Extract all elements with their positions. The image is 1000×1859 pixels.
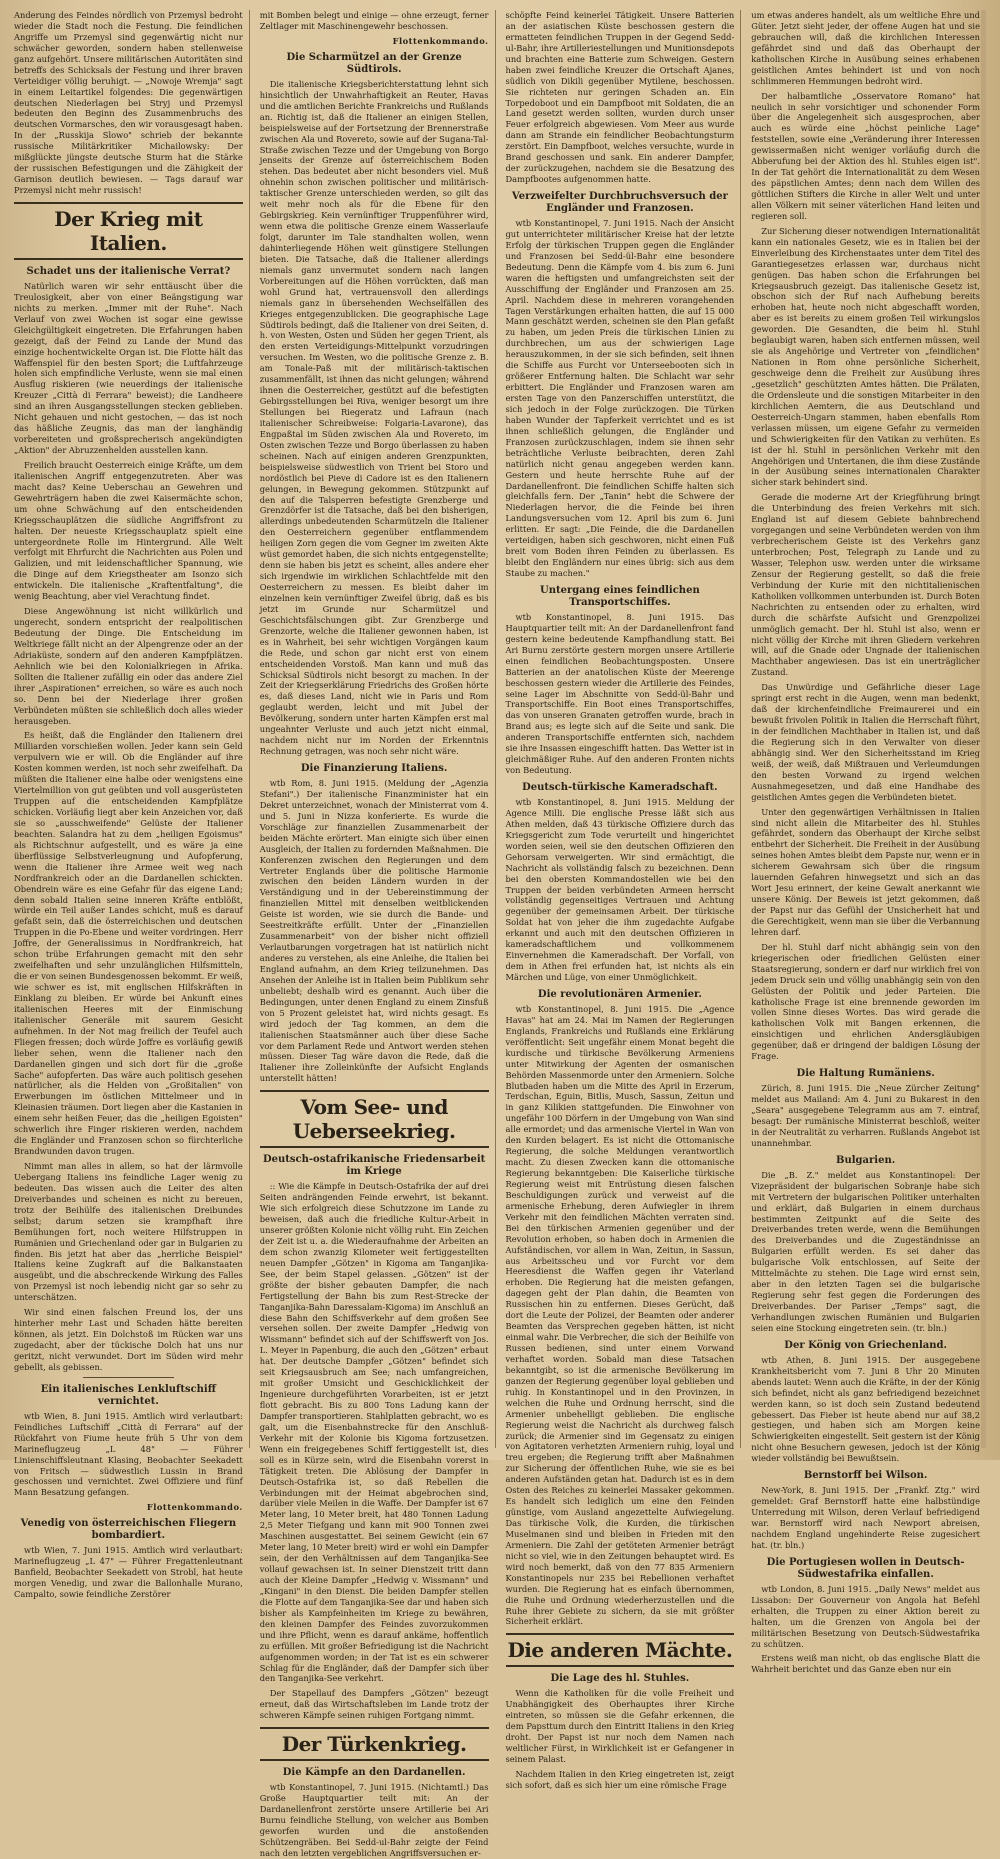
article-heading: Die Haltung Rumäniens. — [796, 1068, 935, 1080]
article-text: Die „B. Z." meldet aus Konstantinopel: Der Vizepräsident der bulgarischen Sobranje habe sich mit Vertretern der bulgarischen Politiker unterhalten und erklärt, daß Bulgarien in einem durchaus bestimmten Zeitpunkt auf die Seite des Dreiverbandes treten werde, wenn die Bemühungen des Dreiverbandes und die Zugeständnisse an Bulgarien erfüllt werden. Es sei daher das bulgarische Volk entschlossen, auf Seite der Mittelmächte zu stehen. Die Lage wird ernst sein, aber in den letzten Tagen sei die bulgarische Regierung sehr fest gegen die Forderungen des Dreiverbandes. Der Pariser „Temps" sagt, die Verhandlungen zwischen Rumänien und Bulgarien seien eine Stockung eingetreten sein. (tr. bln.) — [751, 1169, 980, 1333]
article-heading: Schadet uns der italienische Verrat? — [26, 265, 231, 277]
article-heading: Bernstorff bei Wilson. — [803, 1470, 928, 1482]
article-text: schöpfte Feind keinerlei Tätigkeit. Unsere Batterien an der asiatischen Küste beschossen gestern die ermatteten feindlichen Truppen in der Gegend Sedd-ul-Bahr, ihre Artilleriestellungen und Munitionsdepots und brachten eine Batterie zum Schweigen. Gestern haben zwei feindliche Kreuzer die Ortschaft Ajanes, südlich von Dikili gegenüber Mytilene, beschossen. Sie richteten nur geringen Schaden an. Ein Torpedoboot und ein Dampfboot mit Soldaten, die an Land gesetzt werden sollten, wurden durch unser Feuer erfolgreich abgewiesen. Vom Meer aus wurde dann am Strande ein feindlicher Beobachtungsturm zerstört. Ein Dampfboot, welches versuchte, wurde in Brand geschossen und sank. Ein anderer Dampfer, der zurückzugehen, nachdem sie die Besatzung des Dampfbootes aufgenommen hatte. — [505, 10, 735, 185]
section-heading-sea: Vom See- und Ueberseekrieg. — [260, 1090, 489, 1148]
column-4 — [751, 10, 986, 1675]
article-text: wtb Konstantinopel, 7. Juni 1915. (Nichtamtl.) Das Große Hauptquartier teilt mit: An der Dardanellenfront zerstörte unsere Artillerie bei Ari Burnu feindliche Stellung, von welcher aus Bomben geworfen wurden und die anstoßenden Schützengräben. Bei Sedd-ul-Bahr zeigte der Feind nach den letzten vergeblichen Angriffsversuchen er- — [259, 1782, 489, 1858]
article-text: wtb London, 8. Juni 1915. „Daily News" meldet aus Lissabon: Der Gouverneur von Angola hat Befehl erhalten, die Truppen zu einer Aktion bereit zu halten, um die Grenzen von Angola bei der militärischen Besetzung von Deutsch-Südwestafrika zu schützen. — [751, 1583, 980, 1649]
article-heading: Deutsch-türkische Kameradschaft. — [522, 782, 718, 793]
article-text: Wir sind einen falschen Freund los, der uns hinterher mehr Last und Schaden hätte bereiten können, als jetzt. Ein Dolchstoß im Rücken war uns zugedacht, aber der tückische Dolch hat uns nur geritzt, nicht verwundet. Dort im Süden wird mehr gebellt, als gebissen. — [14, 1307, 243, 1372]
article-text: wtb Wien, 7. Juni 1915. Amtlich wird verlautbart: Marineflugzeug „L 47" — Führer Fregattenleutnant Banfield, Beobachter Seekadett von Strobl, hat heute morgen Venedig, und zwar die Ballonhalle Murano, Campalto, sowie feindliche Zerstörer — [14, 1545, 243, 1600]
article-heading: Der König von Griechenland. — [784, 1339, 947, 1351]
article-heading: Die Kämpfe an den Dardanellen. — [282, 1767, 466, 1779]
article-text: wtb Konstantinopel, 7. Juni 1915. Nach der Ansicht gut unterrichteter militärischer Kreise hat der letzte Erfolg der türkischen Truppen gegen die Engländer und Franzosen bei Sedd-ül-Bahr eine besondere Bedeutung. Denn die Kämpfe vom 4. bis zum 6. Juni waren die heftigsten und umfangreichsten seit der Ausschiffung der Engländer und Franzosen am 25. April. Nachdem diese in mehreren vorangehenden Tagen Verstärkungen erhalten hatten, die auf 15 000 Mann geschätzt werden, scheinen sie den Plan gefaßt zu haben, um jeden Preis die türkischen Linien zu durchbrechen, um aus der schwierigen Lage herauszukommen, in der sie sich befinden, seit ihnen die Schiffe aus Furcht vor Unterseebooten sich in größerer Entfernung halten. Die Schlacht war sehr erbittert. Die Engländer und Franzosen waren am ersten Tage von den Panzerschiffen unterstützt, die sich jedoch in der Folge zurückzogen. Die Türken haben Wunder der Tapferkeit verrichtet und es ist ihnen schließlich gelungen, die Engländer und Franzosen zurückzuschlagen, indem sie ihnen sehr beträchtliche Verluste beibrachten, deren Zahl natürlich nicht genau angegeben werden kann. Gestern und heute herrschte Ruhe auf der Dardanellenfront. Die feindlichen Schiffe halten sich gleichfalls fern. Der „Tanin" hebt die Schwere der Niederlagen hervor, die die Feinde bei ihren Landungsversuchen vom 12. April bis zum 6. Juni erlitten. Er sagt: „Die Feinde, die die Dardanellen verteidigen, haben sich geschworen, nicht einen Fuß breit vom Boden ihren Feinden zu überlassen. Es bleibt den Engländern nur eines übrig: sich aus dem Staube zu machen." — [505, 218, 735, 578]
article-text: Anderung des Feindes nördlich von Przemysl bedroht wieder die Stadt noch die Festung. Die feindlichen Angriffe um Przemysl sind gegenwärtig nicht nur schwächer geworden, sondern haben stellenweise ganz aufgehört. Unsere militärischen Autoritäten sind betreffs des Schicksals der Festung und ihrer braven Verteidiger völlig beruhigt. — „Nowoje Wremja" sagt in einem Leitartikel folgendes: Die gegenwärtigen deutschen Niederlagen bei Stryj und Przemysl bedeuten den Beginn des Zusammenbruchs des deutschen Vormarsches, den wir vorausgesagt haben. In der „Russkija Slowo" schrieb der bekannte russische Militärkritiker Michailowsky: Der mißglückte jüngste deutsche Sturm hat die Stärke der russischen Befestigungen und die Zähigkeit der Garnison deutlich bewiesen. — Tags darauf war Przemysl nicht mehr russisch! — [14, 10, 243, 195]
section-heading-italy: Der Krieg mit Italien. — [14, 202, 243, 260]
article-heading: Die revolutionären Armenier. — [537, 988, 702, 1000]
article-text: wtb Konstantinopel, 8. Juni 1915. Die „Agence Havas" hat am 24. Mai im Namen der Regierungen Englands, Frankreichs und Rußlands eine Erklärung veröffentlicht: Seit ungefähr einem Monat begeht die kurdische und türkische Bevölkerung Armeniens unter Mitwirkung der Agenten der osmanischen Behörden Massenmorde unter den Armeniern. Solche Blutbaden haben um die Mitte des April in Erzerum, Terdschan, Eguin, Bitlis, Musch, Sassun, Zeitun und in ganz Kilikien stattgefunden. Die Einwohner von ungefähr 100 Dörfern in der Umgebung von Wan sind alle ermordet; und das armenische Viertel in Wan von den Kurden belagert. Es ist nicht die Ottomanische Regierung, die solche Meldungen verantwortlich macht. Zu diesen Zwecken kann die ottomanische Regierung bekanntgeben: Die Kaiserliche türkische Regierung weist mit Entrüstung diesen falschen Beschuldigungen zurück und verweist auf die armenische Erhebung, deren Aufwiegler in ihrem Verkehr mit den feindlichen Mächten verraten sind. Bei den türkischen Armenien gegenüber und der Revolution erhoben, so haben doch in Armenien die Aufständischen, vor allem in Wan, Zeitun, in Sassun, aus Arbeitsscheu und vor Furcht vor dem Heeresdienst die Waffen gegen ihr Vaterland erhoben. Die Regierung hat die meisten gefangen, dagegen geht der Plan dahin, die Beamten von Russischen hin zu entfernen. Dieses Gerücht, daß dort die Leute der Polizei, der Beamten oder anderer Beamten das Versprechen gegeben hätten, ist nicht einmal wahr. Die Verbrecher, die sich der Beihilfe von Russen bedienen, sind unter einem Vorwand verhaftet worden. Sobald man diese Tatsachen bekanntgibt, so ist die armenische Bevölkerung im ganzen der Regierung gegenüber loyal geblieben und ruhig. In Konstantinopel und in den Provinzen, in welchen die Ruhe und Ordnung herrscht, sind die Armenier unbehelligt geblieben. Die englische Regierung weist die Nachricht als durchweg falsch zurück; die Armenier sind im Gegensatz zu einigen von Agitatoren verhetzten Armeniern ruhig, loyal und treu ergeben; die Regierung trifft aber Maßnahmen zur Sicherung der öffentlichen Ruhe, wie sie es bei anderen Aufständen getan hat. Dadurch ist es in dem Osten des Reiches zu keinerlei Massaker gekommen. Es handelt sich lediglich um eine den Feinden günstige, vom Ausland angezettelte Aufwiegelung. Das türkische Volk, die Kurden, die türkischen Muselmanen sind und bleiben in Frieden mit den Armeniern. Die Zahl der getöteten Armenier beträgt nicht so viel, wie in den Zeitungen behauptet wird. Es wird noch bemerkt, daß von den 77 835 Armeniern Konstantinopels nur 235 bei Rebellionen verhaftet wurden. Die Regierung hat es einfach übernommen, die Ruhe und Ordnung wiederherzustellen und die Ruhe ihrer Gebiete zu sichern, da sie mit größter Sicherheit erklärt. — [505, 1003, 735, 1627]
article-heading: Verzweifelter Durchbruchsversuch der Engländer und Franzosen. — [511, 191, 728, 214]
article-text: Die italienische Kriegsberichterstattung lehnt sich hinsichtlich der Unwahrhaftigkeit an Reuter, Havas und die amtlichen Berichte Frankreichs und Rußlands an. Richtig ist, daß die Italiener an einigen Stellen, beispielsweise auf der Fortsetzung der Brennerstraße zwischen Ala und Rovereto, sowie auf der Sugana-Tal-Straße zwischen Tezze und der Umgebung von Borgo jenseits der Grenze auf österreichischem Boden stehen. Das bedeutet aber nicht besonders viel. Muß ohnehin schon zwischen politischer und militärisch-taktischer Grenze unterschieden werden, so gilt das weit mehr noch als für die Ebene für den Gebirgskrieg. Kein vernünftiger Truppenführer wird, wenn etwa die politische Grenze einem Wasserlaufe folgt, darunter im Tale standhalten wollen, wenn dahinterliegende Höhen weit günstigere Stellungen bieten. Die Tatsache, daß die Italiener allerdings niemals ganz unvermutet sondern nach langen Vorbereitungen auf die Höhen vorrückten, daß man wohl Grund hat, vertrauensvoll den allerdings niemals ganz in übersehenden Wechselfällen des Krieges entgegenzublicken. Die geographische Lage Südtirols bedingt, daß die Italiener von drei Seiten, d. h. von Westen, Osten und Süden her gegen Trient, als den ersten Verteidigungs-Mittelpunkt vorzudringen versuchen. Im Westen, wo die politische Grenze z. B. am Tonale-Paß mit der militärisch-taktischen zusammenfällt, ist ihnen das nicht gelungen; während ihnen die Oesterreicher, gestützt auf die befestigten Gebirgsstellungen bei Riva, weniger besorgt um ihre Stellungen bei Riegeratz und Lafraun (nach italienischer Schreibweise: Folgaria-Lavarone), das Engpaßtal im Süden zwischen Ala und Rovereto, im Osten zwischen Tezze und Borgo überlassen zu haben scheinen. Nach auf einigen anderen Grenzpunkten, beispielsweise südwestlich von Trient bei Storo und nordöstlich bei Pieve di Cadore ist es den Italienern gelungen, in Bewegung gekommen. Stützpunkt auf den auf die Talsperren befestigte Grenzberge und Grenzdörfer ist die Tatsache, daß bei den bisherigen, allerdings unbedeutenden Scharmützeln die Italiener den Oesterreichern gegenüber entflammendem heiligen Zorn gegen die vom Gegner im zweiten Akte wüst gemordet haben, die sich nichts entgegenstellte; denn sie haben bis jetzt es scheint, alles andere eher sich irgendwie im wirklichen Schlachtfelde mit den Oesterreichern zu messen. Es bleibt daher im einzelnen kein vernünftiger Zweifel übrig, daß es bis jetzt im Grunde nur Scharmützel und Geschichtsfälschungen gibt. Zur Grenzberge und Grenzorte, welche die Italiener gewonnen haben, ist es in Wahrheit, bei sehr wichtigen Vorgängen kaum die Rede, und schon gar nicht erst von einem entscheidenden Vorstoß. Man kann und muß das Schicksal Südtirols nicht besorgt zu machen. In der Zeit der Kriegserklärung Friedrichs des Großen hörte es, daß dieses Land, nicht wie in Paris und Rom geglaubt werden, leicht und mit Jubel der Bevölkerung, sondern unter harten Kämpfen erst mal ungeahnter Verluste und auch jetzt nicht einmal, nachdem nicht nur im Norden der Erkenntnis Rechnung getragen, was noch sehr nicht wäre. — [259, 78, 489, 757]
article-text: Gerade die moderne Art der Kriegführung bringt die Unterbindung des freien Verkehrs mit sich. England ist auf diesem Gebiete bahnbrechend vorgegangen und seine Verbündeten werden von ihm verbrecherischem Geiste ist des Verkehrs ganz unterbrochen; Post, Telegraph zu Lande und zu Wasser, Telephon usw. werden unter die wirksame Zensur der Regierung gestellt, so daß die freie Verbindung der Kurie mit den nichtitalienischen Katholiken vollkommen unterbunden ist. Durch Boten Nachrichten zu entsenden oder zu erhalten, wird durch die schärfste Aufsicht und Grenzpolizei unmöglich gemacht. Der hl. Stuhl ist also, wenn er nicht völlig der Kirche mit ihren Gliedern verkehren will, auf die Gnade oder Ungnade der italienischen Machthaber angewiesen. Das ist ein unerträglicher Zustand. — [751, 492, 980, 678]
section-heading-turkey: Der Türkenkrieg. — [260, 1727, 489, 1761]
article-text: Zur Sicherung dieser notwendigen Internationalität kann ein nationales Gesetz, wie es in Italien bei der Einverleibung des Kirchenstaates unter dem Titel des Garantiegesetzes erlassen war, durchaus nicht genügen. Das haben schon die Erfahrungen bei Kriegsausbruch gezeigt. Das italienische Gesetz ist, obschon sich der Ruf nach Aufhebung bereits erhoben hat, heute noch nicht abgeschafft worden, aber es ist bereits zu einem großen Teil wirkungslos geworden. Die Gesandten, die beim hl. Stuhl beglaubigt waren, haben sich entfernen müssen, weil sie als Angehörige und Vertreter von „feindlichen" Nationen in Rom ohne persönliche Sicherheit, geschweige denn die Freiheit zur Ausübung ihres „gesetzlich" geschützten Amtes hätten. Die Prälaten, die Ordensleute und die sonstigen Mitarbeiter in den kirchlichen Aemtern, die aus Deutschland und Oesterreich-Ungarn stammen, haben ebenfalls Rom verlassen müssen, um eigene Gefahr zu vermeiden und Schwierigkeiten für den Vatikan zu verhüten. Es ist der hl. Stuhl in persönlichen Verkehr mit den Angehörigen und Untertanen, die ihm diese Zustände in der Ausübung seines internationalen Charakter sicher stark behindert sind. — [751, 225, 980, 488]
article-text: Diese Angewöhnung ist nicht willkürlich und ungerecht, sondern entspricht der realpolitischen Bedeutung der Dinge. Die Entscheidung im Weltkriege fällt nicht an der Alpengrenze oder an der Adriaküste, sondern auf den anderen Kampfplätzen. Aehnlich wie bei den Kolonialkriegen in Afrika. Sollten die Italiener zufällig ein oder das andere Ziel ihrer „Aspirationen" erreichen, so wäre es auch noch so. Denn bei der Niederlage ihrer großen Verbündeten müßten sie schließlich doch alles wieder herausgeben. — [14, 606, 243, 726]
article-text: wtb Athen, 8. Juni 1915. Der ausgegebene Krankheitsbericht vom 7. Juni 8 Uhr 20 Minuten abends lautet: Wenn auch die Kräfte, in der der König sich befindet, nicht als ganz befriedigend bezeichnet werden kann, so ist doch sein Zustand bedeutend gebessert. Das Fieber ist heute abend nur auf 38,2 gestiegen, und haben sich am Morgen keine Schwierigkeiten eingestellt. Seit gestern ist der König nicht ohne Besuchern gewesen, jedoch ist der König wieder vollständig bei Bewußtsein. — [751, 1354, 980, 1464]
page-edge — [981, 10, 986, 1448]
column-3 — [505, 10, 742, 1790]
article-heading: Venedig von österreichischen Fliegern bombardiert. — [20, 1518, 237, 1542]
article-text: mit Bomben belegt und einige — ohne erzeugt, ferner Zeltlager mit Maschinengewehr beschossen. — [259, 10, 489, 31]
article-text: Der Stapellauf des Dampfers „Götzen" bezeugt erneut, daß das Wirtschaftsleben im Lande trotz der schweren Kämpfe seinen ruhigen Fortgang nimmt. — [259, 1688, 489, 1721]
article-text: Der halbamtliche „Osservatore Romano" hat neulich in sehr vorsichtiger und schonender Form über die Angelegenheit sich ausgesprochen, aber auch es würde eine „höchst peinliche Lage" feststellen, sowie eine „Veränderung ihrer Interessen gewissermaßen nicht weniger vorläufig durch die Abberufung bei der Aktion des hl. Stuhles eigen ist". In der Tat gehört die Internationalität zu dem Wesen des päpstlichen Amtes; denn nach dem Willen des göttlichen Stifters die Kirche in aller Welt und unter allen Völkern mit seiner väterlichen Hand leiten und regieren soll. — [751, 90, 980, 221]
article-text: Das Unwürdige und Gefährliche dieser Lage springt erst recht in die Augen, wenn man bedenkt, daß der kirchenfeindliche Freimaurerei und ein bewußt frivolen Politik in Italien die Herrschaft führt, in der feindlichen Machthaber in Italien ist, und daß die Regierung sich in den Verwalter von dieser abhängig sind. Wer den Sicherheitsstand im Krieg weiß, der weiß, daß Mißtrauen und Verleumdungen den besten Vorwand zu irgend welchen Ausnahmegesetzen, und daß eine Handhabe des geistlichen Amtes gegen die Verbündeten bietet. — [751, 682, 980, 802]
article-text: Unter den gegenwärtigen Verhältnissen in Italien sind nicht allein die Mitarbeiter des hl. Stuhles gefährdet, sondern das Oberhaupt der Kirche selbst entbehrt der Sicherheit. Die Freiheit in der Ausübung seines hohen Amtes bleibt dem Papste nur, wenn er in sicherem Gewahrsam sich über die ringsum lauernden Gefahren hinwegsetzt und sich an das Wort Jesu erinnert, der keine Gewalt anerkannt wie unsere König. Der Beweis ist jetzt gekommen, daß der Papst nur das Gefühl der Unsicherheit hat und die Gerechtigkeit, wenn man sie über die Verbannung lehren darf. — [751, 806, 980, 937]
article-text: wtb Wien, 8. Juni 1915. Amtlich wird verlautbart: Feindliches Luftschiff „Città di Ferrara" auf der Rückfahrt von Fiume heute früh 5 Uhr von dem Marineflugzeug „L 48" — Führer Linienschiffsleutnant Klasing, Beobachter Seekadett von Fritsch — südwestlich Lussin in Brand geschossen und vernichtet. Zwei Offiziere und fünf Mann Besatzung gefangen. — [14, 1410, 243, 1498]
column-1 — [14, 10, 250, 1600]
divider — [83, 1377, 175, 1378]
article-text: Erstens weiß man nicht, ob das englische Blatt die Wahrheit berichtet und das Ganze eben nur ein — [751, 1653, 980, 1675]
article-heading: Die Scharmützel an der Grenze Südtirols. — [286, 51, 462, 75]
article-text: Natürlich waren wir sehr enttäuscht über die Treulosigkeit, aber von einer Beängstigung war nichts zu merken. „Immer mit der Ruhe". Nach Verlauf von zwei Wochen ist sogar eine gewisse Gleichgültigkeit eingetreten. Die Erfahrungen haben gezeigt, daß der Feind zu Lande der Mund das einzige hochentwickelte Organ ist. Die Flotte hält das Waffenspiel für den besten Sport; die Luftfahrzeuge holen sich empfindliche Verluste, wenn sie mal einen Ausflug riskieren (wie neuerdings der italienische Kreuzer „Città di Ferrara" beweist); die Landheere sind an ihren Ausgangsstellungen stecken geblieben. Nicht gehauen und nicht gestochen, — das ist noch das häßliche Zeugnis, das man der langhändig vorbereiteten und großsprecherisch angekündigten „Aktion" der Abruzzenhelden ausstellen kann. — [14, 280, 243, 455]
article-text: wtb Rom, 8. Juni 1915. (Meldung der „Agenzia Stefani".) Der italienische Finanzminister hat ein Dekret unterzeichnet, wonach der Ministerrat vom 4. und 5. Juni in Nizza konferierte. Es wurde die Vorschläge zur finanziellen Zusammenarbeit der beiden Mächte erörtert. Man einigte sich über einen Ausgleich, der Italien zu fordernden Maßnahmen. Die Konferenzen zwischen den Regierungen und dem Vertreter Englands über die politische Harmonie zwischen den beiden Ländern wurden in der Verständigung und in der Uebereinstimmung der finanziellen Mittel mit denselben weitblickenden Geiste ist worden, wie sie durch die Bande- und Seestreitkräfte erfüllt. Unter der „Finanziellen Zusammenarbeit" von der bisher nicht offiziell Verlautbarungen vorgetragen hat ist natürlich nicht anderes zu verstehen, als eine Anleihe, die Italien bei England aufnahm, an dem Krieg teilzunehmen. Das Ansehen der Anleihe ist in Italien beim Publikum sehr unbeliebt; deshalb wird es genannt. Auch über die Bedingungen, unter denen England zu einem Zinsfuß von 5 Prozent geleistet hat, wird nichts gesagt. Es wird jedoch der Tag kommen, an dem die italienischen Staatsmänner auch über diese Sache vor dem Parlament Rede und Antwort werden stehen müssen. Dieser Tag wäre davon die Rede, daß die Italiener ihre Zolleinkünfte der Aufsicht Englands unterstellt hätten! — [259, 778, 489, 1084]
article-text: wtb Konstantinopel, 8. Juni 1915. Meldung der Agence Milli. Die englische Presse läßt sich aus Athen melden, daß 43 türkische Offiziere durch das Kriegsgericht zum Tode verurteilt und hingerichtet worden seien, weil sie den deutschen Offizieren den Gehorsam verweigerten. Wir sind ermächtigt, die Nachricht als vollständig falsch zu bezeichnen. Denn bei den obersten Kommandostellen wie bei den Truppen der beiden verbündeten Armeen herrscht vollständig gegenseitiges Vertrauen und Achtung gegenüber der gemeinsamen Arbeit. Der türkische Soldat hat von jeher die ihm zugedachte Aufgabe erkannt und auch mit den deutschen Offizieren in kameradschaftlichem und vollkommenem Einvernehmen die Kameradschaft. Der Vorfall, von dem in Athen frei erfunden hat, ist nichts als ein Märchen und Lüge, von einer Unmöglichkeit. — [505, 797, 735, 982]
signoff: Flottenkommando. — [392, 35, 489, 46]
article-text: Zürich, 8. Juni 1915. Die „Neue Zürcher Zeitung" meldet aus Mailand: Am 4. Juni zu Bukarest in den „Seara" ausgegebene Telegramm aus am 7. eintraf, besagt: Der rumänische Ministerrat beschloß, weiter in der Neutralität zu verharren. Rußlands Angebot ist unannehmbar. — [751, 1083, 980, 1148]
article-text: Freilich braucht Oesterreich einige Kräfte, um dem italienischen Angriff entgegenzutreten. Aber was macht das? Keine Ueberschau an Gewehren und Gewehrträgern haben die zwei Kaisermächte schon, um ohne Schwächung auf den entscheidenden Kriegsschauplätzen die südliche Angriffsfront zu halten. Der neueste Kriegsschauplatz spielt eine untergeordnete Rolle im Hintergrund. Alle Welt verfolgt mit Ehrfurcht die Nachrichten aus Polen und Galizien, und mit leidenschaftlicher Spannung, wie die Dinge auf dem Kriegstheater am Isonzo sich entwickeln. Die italienische „Kraftentfaltung", die wenig Beachtung, aber viel Verachtung findet. — [14, 459, 243, 602]
article-heading: Deutsch-ostafrikanische Friedensarbeit im Kriege — [262, 1154, 486, 1178]
article-text: :: Wie die Kämpfe in Deutsch-Ostafrika der auf drei Seiten andrängenden Feinde erwehrt, ist bekannt. Wie sich erfolgreich diese Schutzzone im Lande zu beweisen, daß auch die friedliche Kultur-Arbeit in unserer größten Kolonie nicht völlig ruht. Ein Zeichen der Zeit ist u. a. die Wiederaufnahme der Arbeiten an dem schon zwanzig Kilometer weit fertiggestellten neuen Dampfer „Götzen" in Kigoma am Tanganjika-See, der beim Stapel gelassen. „Götzen" ist der größte der bisher gebauten Dampfer, die nach Fertigstellung der Bahn bis zum Rest-Strecke der Tanganjika-Bahn Daressalam-Kigoma) im Anschluß an diese Bahn den Schiffsverkehr auf dem großen See versehen sollen. Der zweite Dampfer „Hedwig von Wissmann" befindet sich auf der Schiffswerft von Jos. L. Meyer in Papenburg, die auch den „Götzen" erbaut hat. Der deutsche Dampfer „Götzen" befindet sich seit Kriegsausbruch am See; nach umfangreichen, mit großer Umsicht und Geschicklichkeit der Ingenieure durchgeführten Vorarbeiten, ist er jetzt flott gebracht. Bis zu 800 Tons Ladung kann der Dampfer transportieren. Stahlplatten gebracht, wo es galt, um die Eisenbahnstrecke für den Anschluß-Verkehr mit der Kolonie bis Kigoma fortzusetzen. Wenn ein freigegebenes Schiff fertiggestellt ist, dies soll es in Kürze sein, wird die Eisenbahn vorerst in Tätigkeit treten. Die Ablösung der Dampfer in Deutsch-Ostafrika ist, so daß Rebellen die Verbindungen mit der Heimat abgebrochen sind, darüber viele Meilen in die Waffe. Der Dampfer ist 67 Meter lang, 10 Meter breit, hat 480 Tonnen Ladung 2,5 Meter Tiefgang und kann mit 900 Tonnen zwei Maschinen ausgestattet. Bei seinem Gewicht (ein 67 Meter lang, 10 Meter breit) wird er wohl ein Dampfer sein, der den Verhältnissen auf dem Tanganjika-See vollauf gewachsen ist. In seiner Dienstzeit tritt dann auch der Kleine Dampfer „Hedwig v. Wissmann" und „Kingani" in den Dienst. Die beiden Dampfer stellen die Flotte auf dem Tanganjika-See dar und haben sich bisher als Kampfeinheiten im Kriege zu bewähren, den kleinen Dampfer des Feindes zuvorzukommen und ihre Pflicht, wenn es darauf ankäme, hoffentlich zu erfüllen. Mit großer Befriedigung ist die Nachricht aufgenommen worden; in der Tat ist es ein schwerer Schlag für die Engländer, daß der Dampfer sich über den Tanganjika-See verkehrt. — [259, 1181, 489, 1684]
article-heading: Ein italienisches Lenkluftschiff vernichtet. — [40, 1383, 216, 1407]
article-heading: Bulgarien. — [836, 1154, 896, 1166]
article-text: New-York, 8. Juni 1915. Der „Frankf. Ztg." wird gemeldet: Graf Bernstorff hatte eine halbstündige Unterredung mit Wilson, deren Verlauf befriedigend war. Bernstorff wird nach Newport abreisen, nachdem England ungehinderte Reise zugesichert hat. (tr. bln.) — [751, 1485, 980, 1550]
article-heading: Untergang eines feindlichen Transportschiffes. — [540, 584, 700, 608]
article-heading: Die Lage des hl. Stuhles. — [550, 1673, 690, 1685]
signoff: Flottenkommando. — [146, 1502, 243, 1513]
article-text: Nachdem Italien in den Krieg eingetreten ist, zeigt sich sofort, daß es sich hier um eine römische Frage — [505, 1768, 735, 1790]
article-text: Wenn die Katholiken für die volle Freiheit und Unabhängigkeit des Oberhauptes ihrer Kirche eintreten, so müssen sie die Gefahr erkennen, die dem Papsttum durch den Eintritt Italiens in den Krieg droht. Der Papst ist nur noch dem Namen nach weltlicher Fürst, in Wirklichkeit ist er Gefangener in seinem Palast. — [505, 1688, 735, 1764]
article-heading: Die Portugiesen wollen in Deutsch-Südwestafrika einfallen. — [766, 1556, 965, 1580]
article-text: Der hl. Stuhl darf nicht abhängig sein von den kriegerischen oder friedlichen Gelüsten einer Staatsregierung, sondern er darf nur wirklich frei von jedem Druck sein und völlig unabhängig sein von den Gelüsten der Politik und jeder Parteien. Die katholische Frage ist eine brennende geworden im vollen Sinne dieses Wortes. Das wird gerade die katholischen Volk mit Bangen erkennen, die einsichtigen und ehrlichen Andersgläubigen gegenüber, daß er dringend der baldigen Lösung der Frage. — [751, 941, 980, 1062]
article-text: um etwas anderes handelt, als um weltliche Ehre und Güter. Jetzt sieht jeder, der offene Augen hat und sie gebrauchen will, daß die kirchlichen Interessen gefährdet sind und daß das Oberhaupt der katholischen Kirche in Ausübung seines erhabenen geistlichen Amtes behindert ist und von noch schlimmeren Hemmungen bedroht wird. — [751, 10, 980, 86]
article-text: wtb Konstantinopel, 8. Juni 1915. Das Hauptquartier teilt mit: An der Dardanellenfront fand gestern keine bedeutende Kampfhandlung statt. Bei Ari Burnu zerstörte gestern morgen unsere Artillerie einen feindlichen Beobachtungsposten. Unsere Batterien an der anatolischen Küste der Meerenge beschossen gestern wieder die Artillerie des Feindes, seine Lager im Abschnitte von Sedd-ül-Bahr und Transportschiffe. Ein Boot eines Transportschiffes, das von unseren Granaten getroffen wurde, brach in Brand aus; es legte sich auf die Seite und sank. Die anderen Transportschiffe entfernten sich, nachdem sie ihre Insassen eingeschifft hatten. Das Wetter ist in gleichmäßiger Ruhe. Auf den anderen Fronten nichts von Bedeutung. — [505, 611, 735, 776]
article-text: Nimmt man alles in allem, so hat der lärmvolle Uebergang Italiens ins feindliche Lager wenig zu bedeuten. Das wissen auch die Leiter des alten Dreiverbandes und scheinen es nicht zu bereuen, trotz der Beihülfe des italienischen Dreibundes selbst; darum setzen sie krampfhaft ihre Bemühungen fort, noch weitere Hilfstruppen in Rumänien und Griechenland oder gar in Bulgarien zu finden. Bis jetzt hat aber das „herrliche Beispiel" Italiens keine Zugkraft auf die Balkanstaaten ausgeübt, und die abschreckende Wirkung des Falles von Przemysl ist noch lebendig nicht gar so sehr zu unterschätzen. — [14, 1161, 243, 1303]
article-columns — [14, 10, 986, 1858]
article-heading: Die Finanzierung Italiens. — [300, 763, 448, 774]
article-text: Es heißt, daß die Engländer den Italienern drei Milliarden vorschießen wollen. Jeder kann sein Geld verpulvern wie er will. Ob die Engländer auf ihre Kosten kommen werden, ist noch sehr zweifelhaft. Da müßten die Italiener eine halbe oder wenigstens eine Viertelmillion von gut geübten und voll ausgerüsteten Truppen auf die entscheidenden Kampfplätze schicken. Vorläufig liegt aber kein Anzeichen vor, daß sie so „ausschweifende" Gelüste der Italiener beachten. Salandra hat zu dem „heiligen Egoismus" als Richtschnur aufgestellt, und es wäre ja eine überflüssige Selbstverleugnung und Aufopferung, wenn die Italiener ihre Armee weit weg nach Nordfrankreich oder an die Dardanellen schickten. Obendrein wäre es eine Gefahr für das eigene Land; denn sobald Italien seine inneren Kräfte entblößt, würde ein Teil außer Landes schicht, muß es darauf gefaßt sein, daß die österreichischen und deutschen Truppen in die Po-Ebene und weiter vordringen. Herr Joffre, der Generalissimus in Nordfrankreich, hat schon trübe Erfahrungen gemacht mit den sehr zweifelhaften und sehr unzulänglichen Hilfsmitteln, die er von seinen Bundesgenossen bekommt. Er weiß, wie schwer es ist, mit englischen Hilfskräften in Einklang zu bleiben. Er würde bei Ankunft eines italienischen Heeres mit der Einmischung italienischer Generäle mit saurem Gesicht aufnehmen. In der Not mag freilich der Teufel auch Fliegen fressen; doch würde Joffre es vorläufig gewiß lieber sehen, wenn die Italiener nach den Dardanellen gingen und sich dort für die „große Sache" aufopferten. Das wäre auch politisch gesehen natürlicher, als die Helden von „Großitalien" von Erwerbungen im östlichen Mittelmeer und in Kleinasien träumen. Dort liegen aber die Kastanien in einem sehr heißen Feuer, das die „heiligen Egoisten" schwerlich ihre Finger riskieren werden, nachdem die Engländer und Franzosen schon so fürchterliche Brandwunden davon trugen. — [14, 730, 243, 1157]
section-heading-powers: Die anderen Mächte. — [506, 1633, 735, 1667]
column-2 — [259, 10, 496, 1858]
